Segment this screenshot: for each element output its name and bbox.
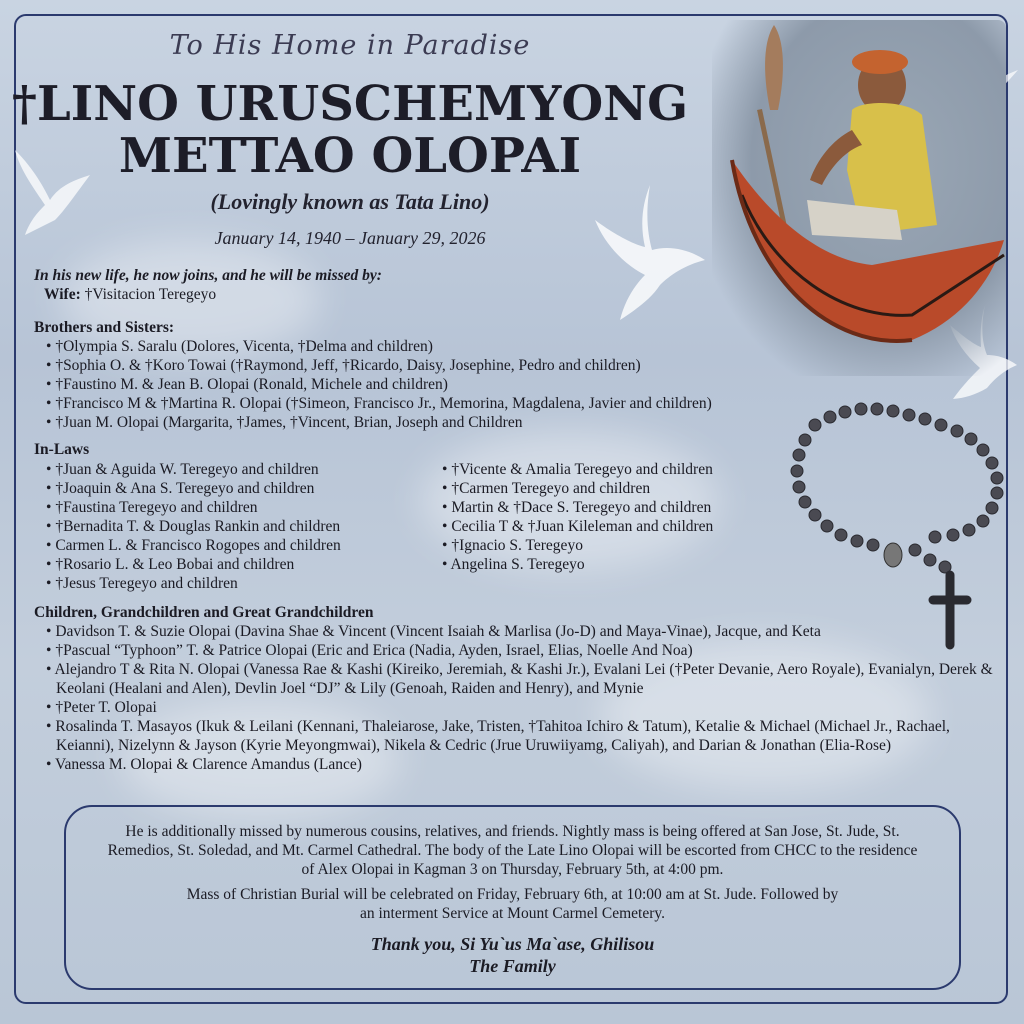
list-item: • Davidson T. & Suzie Olopai (Davina Shae & Vincent (Vincent Isaiah & Marlisa (Jo-D) and Maya-Vinae), Jacque, and Keta [46, 622, 1006, 641]
portrait-photo [712, 20, 1006, 376]
list-item: • †Ignacio S. Teregeyo [442, 536, 713, 555]
nickname: (Lovingly known as Tata Lino) [210, 189, 490, 214]
intro-section [34, 266, 382, 304]
children-list [34, 622, 1006, 774]
list-item: • Alejandro T & Rita N. Olopai (Vanessa Rae & Kashi (Kireiko, Jeremiah, & Kashi Jr.), Evalani Lei (†Peter Devanie, Aero Royale), Evanialyn, Derek & Keolani (Healani and Alen), Devlin Joel “DJ” & Lily (Genoah, Raiden and Henry), and Mynie [46, 660, 1006, 698]
wife-line [34, 285, 382, 304]
inlaws-heading: In-Laws [34, 441, 90, 458]
thanks-block [66, 933, 959, 977]
siblings-section [34, 318, 712, 432]
wife-name: †Visitacion Teregeyo [84, 286, 217, 303]
life-dates: January 14, 1940 – January 29, 2026 [214, 228, 486, 248]
list-item: • †Bernadita T. & Douglas Rankin and children [46, 517, 341, 536]
list-item: • †Faustino M. & Jean B. Olopai (Ronald, Michele and children) [46, 375, 712, 394]
list-item: • Rosalinda T. Masayos (Ikuk & Leilani (Kennani, Thaleiarose, Jake, Tristen, †Tahitoa Ichiro & Tatum), Ketalie & Michael (Michael Jr., Rachael, Keianni), Nizelynn & Jayson (Kyrie Meyongmwai), Nikela & Cedric (Jrue Uruwiiyamg, Caliyah), and Darian & Jonathan (Elia-Rose) [46, 717, 1006, 755]
list-item: • †Juan & Aguida W. Teregeyo and children [46, 460, 341, 479]
siblings-heading: Brothers and Sisters: [34, 319, 175, 336]
children-section [34, 603, 1006, 774]
list-item: • †Faustina Teregeyo and children [46, 498, 341, 517]
list-item: • Martin & †Dace S. Teregeyo and children [442, 498, 713, 517]
tagline: To His Home in Paradise [169, 30, 531, 61]
list-item: • Carmen L. & Francisco Rogopes and children [46, 536, 341, 555]
list-item: • †Jesus Teregeyo and children [46, 574, 341, 593]
list-item: • †Pascual “Typhoon” T. & Patrice Olopai (Eric and Erica (Nadia, Ayden, Israel, Elias, Noelle And Noa) [46, 641, 1006, 660]
list-item: • †Joaquin & Ana S. Teregeyo and children [46, 479, 341, 498]
list-item: • †Francisco M & †Martina R. Olopai (†Simeon, Francisco Jr., Memorina, Magdalena, Javier and children) [46, 394, 712, 413]
list-item: • †Vicente & Amalia Teregeyo and children [442, 460, 713, 479]
service-notice-box [64, 805, 961, 990]
inlaws-right-column [442, 460, 713, 574]
deceased-name-line2: METTAO OLOPAI [118, 128, 582, 184]
notice-paragraph-2: Mass of Christian Burial will be celebrated on Friday, February 6th, at 10:00 am at St. Jude. Followed by an interment Service at Mount Carmel Cemetery. [186, 886, 839, 922]
inlaws-left-list [46, 460, 341, 593]
notice-paragraph-1: He is additionally missed by numerous cousins, relatives, and friends. Nightly mass is being offered at San Jose, St. Jude, St. Remedios, St. Soledad, and Mt. Carmel Cathedral. The body of the Late Lino Olopai will be escorted from CHCC to the residence of Alex Olopai in Kagman 3 on Thursday, February 5th, at 4:00 pm. [107, 823, 918, 878]
intro-lead: In his new life, he now joins, and he will be missed by: [34, 267, 382, 284]
list-item: • Cecilia T & †Juan Kileleman and children [442, 517, 713, 536]
inlaws-left-column [46, 460, 341, 593]
deceased-name-line1: †LINO URUSCHEMYONG [11, 76, 689, 132]
list-item: • †Sophia O. & †Koro Towai (†Raymond, Jeff, †Ricardo, Daisy, Josephine, Pedro and children) [46, 356, 712, 375]
list-item: • †Rosario L. & Leo Bobai and children [46, 555, 341, 574]
inlaws-heading-block [34, 440, 89, 459]
list-item: • †Juan M. Olopai (Margarita, †James, †Vincent, Brian, Joseph and Children [46, 413, 712, 432]
wife-label: Wife: [44, 286, 81, 303]
signature-line: The Family [469, 956, 556, 976]
list-item: • †Carmen Teregeyo and children [442, 479, 713, 498]
list-item: • Angelina S. Teregeyo [442, 555, 713, 574]
list-item: • †Olympia S. Saralu (Dolores, Vicenta, †Delma and children) [46, 337, 712, 356]
list-item: • Vanessa M. Olopai & Clarence Amandus (Lance) [46, 755, 1006, 774]
list-item: • †Peter T. Olopai [46, 698, 1006, 717]
man-in-canoe-illustration [712, 20, 1006, 376]
thanks-line: Thank you, Si Yu`us Ma`ase, Ghilisou [370, 934, 655, 954]
siblings-list [34, 337, 712, 432]
children-heading: Children, Grandchildren and Great Grandchildren [34, 604, 374, 621]
inlaws-right-list [442, 460, 713, 574]
